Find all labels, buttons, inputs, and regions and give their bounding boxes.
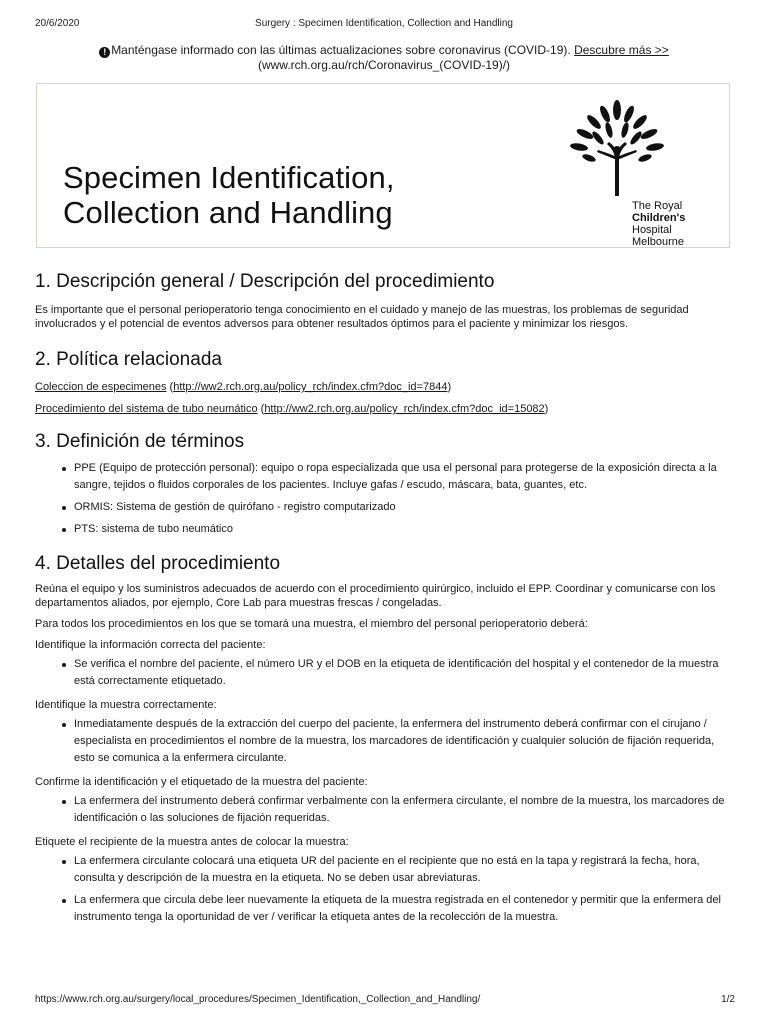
covid-more-link[interactable]: Descubre más >> (574, 43, 669, 57)
list-item: Se verifica el nombre del paciente, el número UR y el DOB en la etiqueta de identificación del hospital y el contenedor de la muestra está correctamente etiquetado. (35, 656, 735, 690)
logo-line2: Children's (632, 212, 686, 224)
logo-line1: The Royal (632, 200, 683, 212)
section-heading-overview: 1. Descripción general / Descripción del procedimiento (35, 271, 495, 292)
list-item: Inmediatamente después de la extracción del cuerpo del paciente, la enfermera del instrumento deberá confirmar con el cirujano / especialista en procedimientos el nombre de la muestra, los marcadores de identificación y cualquier solución de fijación requerida, esto se comunica a la enfermera circulante. (35, 716, 735, 767)
details-list (35, 793, 735, 827)
policy-link-1: Coleccion de especimenes (http://ww2.rch.org.au/policy_rch/index.cfm?doc_id=7844) (35, 381, 452, 393)
policy-link-2: Procedimiento del sistema de tubo neumático (http://ww2.rch.org.au/policy_rch/index.cfm?doc_id=15082) (35, 403, 549, 415)
details-paragraph: Para todos los procedimientos en los que se tomará una muestra, el miembro del personal perioperatorio deberá: (35, 618, 588, 630)
page-number: 1/2 (721, 994, 735, 1005)
covid-notice-text: Manténgase informado con las últimas actualizaciones sobre coronavirus (COVID-19). (111, 43, 571, 57)
details-paragraph: Identifique la información correcta del paciente: (35, 639, 266, 651)
list-item: La enfermera del instrumento deberá confirmar verbalmente con la enfermera circulante, el nombre de la muestra, los marcadores de identificación o las soluciones de fijación requeridas. (35, 793, 735, 827)
details-list (35, 716, 735, 767)
details-list (35, 853, 735, 926)
policy-link-1-label[interactable]: Coleccion de especimenes (35, 381, 167, 393)
covid-notice-url: (www.rch.org.au/rch/Coronavirus_(COVID-19)/) (257, 58, 511, 72)
overview-text: Es importante que el personal perioperatorio tenga conocimiento en el cuidado y manejo de las muestras, los problemas de seguridad involucrados y el potencial de eventos adversos para obtener resultados óptimos para el paciente y minimizar los riesgos. (35, 304, 689, 330)
list-item: La enfermera circulante colocará una etiqueta UR del paciente en el recipiente que no está en la tapa y registrará la fecha, hora, consulta y descripción de la muestra en la etiqueta. No se deben usar abreviaturas. (35, 853, 735, 887)
policy-link-2-label[interactable]: Procedimiento del sistema de tubo neumático (35, 403, 258, 415)
details-paragraph: Identifique la muestra correctamente: (35, 699, 217, 711)
footer-url: https://www.rch.org.au/surgery/local_procedures/Specimen_Identification,_Collection_and_Handling/ (35, 994, 481, 1005)
details-list (35, 656, 735, 690)
policy-link-1-url[interactable]: http://ww2.rch.org.au/policy_rch/index.cfm?doc_id=7844 (173, 381, 448, 393)
covid-notice (60, 43, 708, 73)
section-heading-details: 4. Detalles del procedimiento (35, 553, 281, 574)
list-item: PPE (Equipo de protección personal): equipo o ropa especializada que usa el personal para protegerse de la exposición directa a la sangre, tejidos o fluidos corporales de los pacientes. Incluye gafas / escudo, máscara, bata, guantes, etc. (35, 460, 735, 494)
page-title-line2: Collection and Handling (63, 195, 393, 230)
list-item: ORMIS: Sistema de gestión de quirófano - registro computarizado (35, 499, 735, 516)
details-paragraph: Reúna el equipo y los suministros adecuados de acuerdo con el procedimiento quirúrgico, incluido el EPP. Coordinar y comunicarse con los departamentos aliados, por ejemplo, Core Lab para muestras frescas / congeladas. (35, 583, 716, 609)
print-header (0, 0, 768, 36)
rch-logo (567, 100, 686, 250)
details-paragraph: Etiquete el recipiente de la muestra antes de colocar la muestra: (35, 836, 349, 848)
logo-line3: Hospital (632, 224, 672, 236)
tree-logo-icon (567, 100, 667, 198)
print-date: 20/6/2020 (35, 18, 80, 29)
policy-link-2-url[interactable]: http://ww2.rch.org.au/policy_rch/index.cfm?doc_id=15082 (264, 403, 545, 415)
exclamation-circle-icon: ! (99, 47, 110, 58)
list-item: PTS: sistema de tubo neumático (35, 521, 735, 538)
logo-wordmark (632, 200, 685, 248)
logo-line4: Melbourne (632, 236, 684, 248)
page-title-line1: Specimen Identification, (63, 160, 395, 195)
terms-list (35, 460, 735, 538)
section-heading-terms: 3. Definición de términos (35, 431, 245, 452)
page-banner (36, 83, 730, 248)
page-content (35, 270, 735, 926)
details-paragraph: Confirme la identificación y el etiquetado de la muestra del paciente: (35, 776, 368, 788)
list-item: La enfermera que circula debe leer nuevamente la etiqueta de la muestra registrada en el contenedor y permitir que la enfermera del instrumento tenga la oportunidad de ver / verificar la etiqueta antes de la recolección de la muestra. (35, 892, 735, 926)
page-title (63, 160, 395, 230)
section-heading-policy: 2. Política relacionada (35, 349, 222, 370)
print-title: Surgery : Specimen Identification, Collection and Handling (255, 18, 513, 29)
